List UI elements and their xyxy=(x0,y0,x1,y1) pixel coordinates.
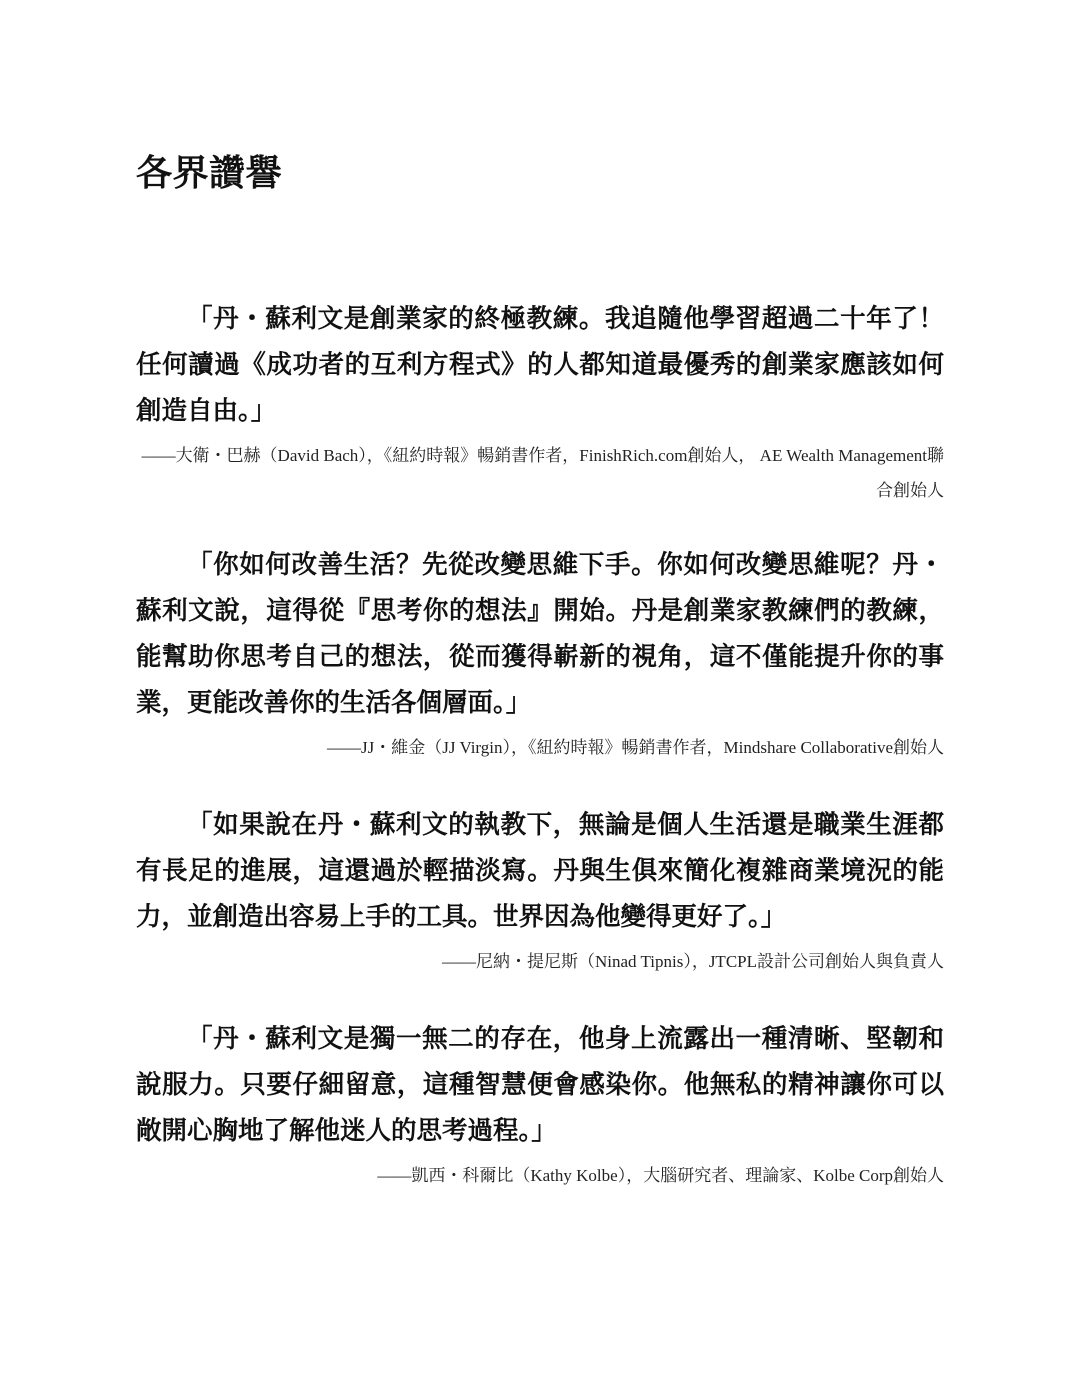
testimonial-attribution: ——凱西・科爾比（Kathy Kolbe），大腦研究者、理論家、Kolbe Corp創始人 xyxy=(377,1166,944,1185)
testimonial-quote: 「丹・蘇利文是創業家的終極教練。我追隨他學習超過二十年了！任何讀過《成功者的互利方程式》的人都知道最優秀的創業家應該如何創造自由。」 xyxy=(136,304,944,426)
page-title: 各界讚譽 xyxy=(136,153,283,194)
testimonial-quote: 「丹・蘇利文是獨一無二的存在，他身上流露出一種清晰、堅韌和說服力。只要仔細留意，這種智慧便會感染你。他無私的精神讓你可以敞開心胸地了解他迷人的思考過程。」 xyxy=(136,1024,944,1146)
testimonial-2 xyxy=(136,542,944,765)
testimonial-attribution: ——JJ・維金（JJ Virgin），《紐約時報》暢銷書作者，Mindshare Collaborative創始人 xyxy=(327,738,944,757)
testimonial-3 xyxy=(136,802,944,979)
testimonial-attribution: ——尼納・提尼斯（Ninad Tipnis），JTCPL設計公司創始人與負責人 xyxy=(441,952,944,971)
testimonial-1 xyxy=(136,296,944,508)
testimonial-quote: 「你如何改善生活？先從改變思維下手。你如何改變思維呢？丹・蘇利文說，這得從『思考你的想法』開始。丹是創業家教練們的教練，能幫助你思考自己的想法，從而獲得嶄新的視角，這不僅能提升你的事業，更能改善你的生活各個層面。」 xyxy=(136,550,944,718)
testimonial-quote: 「如果說在丹・蘇利文的執教下，無論是個人生活還是職業生涯都有長足的進展，這還過於輕描淡寫。丹與生俱來簡化複雜商業境況的能力，並創造出容易上手的工具。世界因為他變得更好了。」 xyxy=(136,810,944,932)
testimonial-attribution: ——大衛・巴赫（David Bach），《紐約時報》暢銷書作者，FinishRich.com創始人， AE Wealth Management聯合創始人 xyxy=(141,446,944,500)
testimonial-4 xyxy=(136,1016,944,1193)
